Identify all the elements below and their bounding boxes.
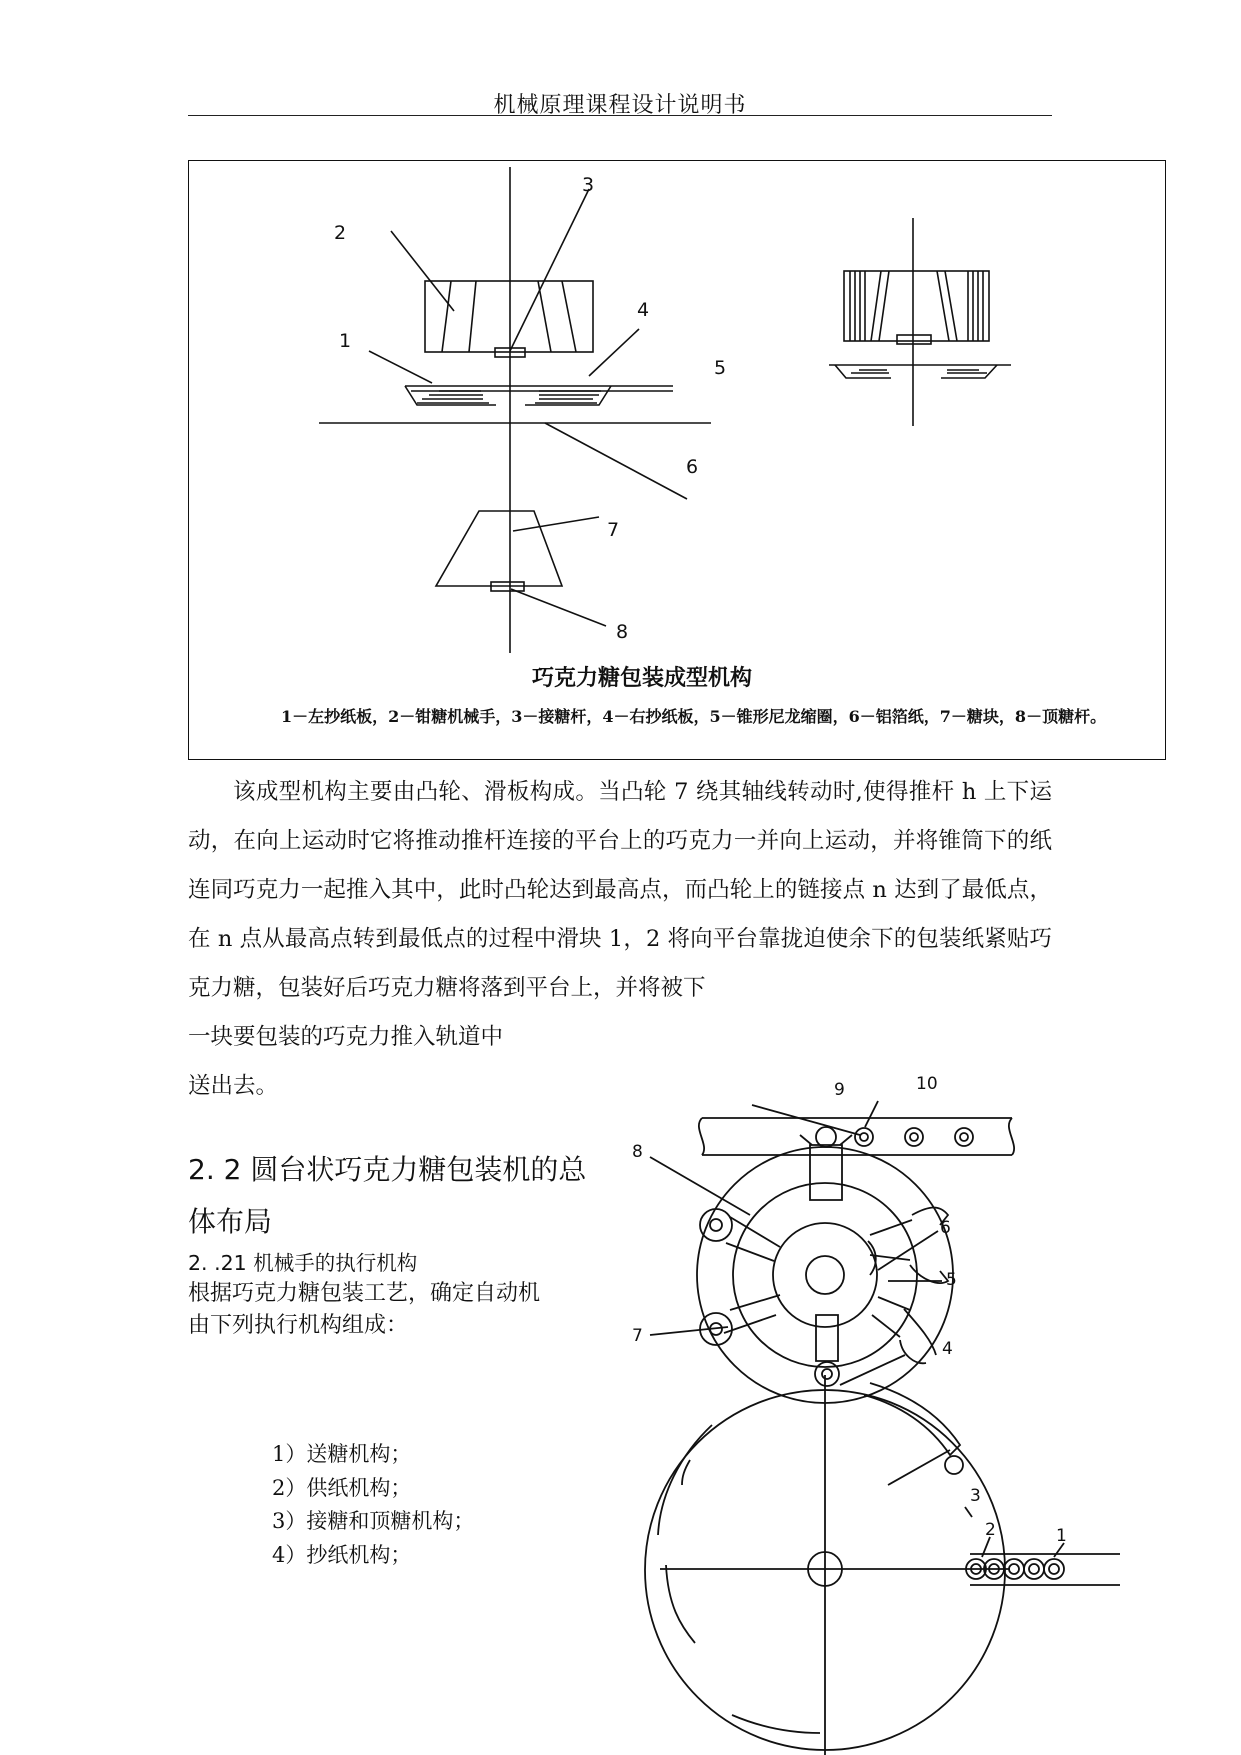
figure1-caption xyxy=(189,661,1165,692)
body-paragraph xyxy=(188,768,1052,1111)
figure-forming-mechanism xyxy=(188,160,1166,760)
fig2-label-5: 5 xyxy=(946,1270,957,1290)
fig2-label-7: 7 xyxy=(632,1326,643,1346)
figure2-callouts xyxy=(632,1074,1067,1546)
figure1-caption-text: 巧克力糖包装成型机构 xyxy=(531,665,752,691)
figure-packaging-machine xyxy=(620,1065,1180,1755)
packaging-machine-drawing xyxy=(620,1065,1180,1755)
list-item: 2）供纸机构； xyxy=(272,1475,412,1500)
fig2-label-6: 6 xyxy=(940,1218,951,1238)
header-rule xyxy=(188,115,1052,116)
fig2-label-10: 10 xyxy=(916,1074,938,1094)
fig1-label-3: 3 xyxy=(582,174,595,196)
fig1-label-8: 8 xyxy=(616,621,629,643)
paragraph-main: 该成型机构主要由凸轮、滑板构成。当凸轮 7 绕其轴线转动时,使得推杆 h 上下运动，在向上运动时它将推动推杆连接的平台上的巧克力一并向上运动，并将锥筒下的纸连同巧克力一起推入其中，此时凸轮达到最高点，而凸轮上的链接点 n 达到了最低点，在 n 点从最高点转到最低点的过程中滑块 1，2 将向平台靠拢迫使余下的包装纸紧贴巧克力糖，包装好后巧克力糖将落到平台上，并将被下 xyxy=(188,779,1052,1001)
subsection-heading: 2. .21 机械手的执行机构 xyxy=(188,1251,418,1275)
subsection-text: 根据巧克力糖包装工艺，确定自动机由下列执行机构组成： xyxy=(188,1281,541,1338)
paragraph-line3: 送出去。 xyxy=(188,1073,279,1099)
figure1-callouts xyxy=(334,174,726,643)
fig1-label-4: 4 xyxy=(637,299,650,321)
fig2-label-9: 9 xyxy=(834,1080,845,1100)
fig1-label-5: 5 xyxy=(714,357,727,379)
fig2-label-2: 2 xyxy=(985,1520,996,1540)
list-item: 4）抄纸机构； xyxy=(272,1542,412,1567)
paragraph-line2: 一块要包装的巧克力推入轨道中 xyxy=(188,1024,504,1050)
fig2-label-1: 1 xyxy=(1056,1526,1067,1546)
figure1-legend: 1－左抄纸板，2－钳糖机械手，3－接糖杆，4－右抄纸板，5－锥形尼龙缩圈，6－铝箔纸，7－糖块，8－顶糖杆。 xyxy=(281,707,1107,726)
fig1-label-2: 2 xyxy=(334,222,347,244)
fig1-label-6: 6 xyxy=(686,456,699,478)
fig2-label-8: 8 xyxy=(632,1142,643,1162)
section-heading: 2. 2 圆台状巧克力糖包装机的总体布局 xyxy=(188,1153,587,1238)
fig2-label-3: 3 xyxy=(970,1486,981,1506)
fig1-label-1: 1 xyxy=(339,330,352,352)
list-item: 1）送糖机构； xyxy=(272,1442,412,1466)
page-header: 机械原理课程设计说明书 xyxy=(493,93,747,118)
list-item: 3）接糖和顶糖机构； xyxy=(272,1509,475,1533)
fig1-label-7: 7 xyxy=(607,519,620,541)
mechanism-list xyxy=(272,1438,474,1572)
fig2-label-4: 4 xyxy=(942,1339,953,1359)
